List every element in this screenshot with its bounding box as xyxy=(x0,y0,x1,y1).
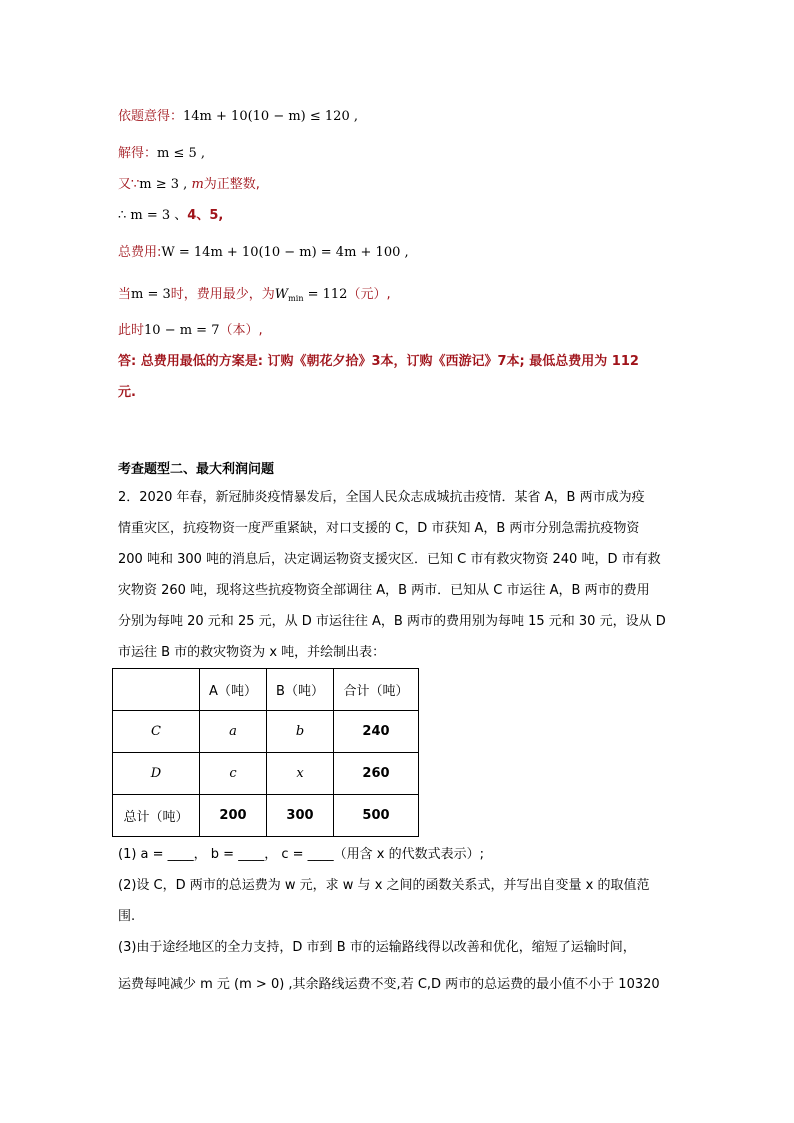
text: 为正整数, xyxy=(203,177,260,192)
solution-line-2 xyxy=(118,144,205,164)
section-heading: 考查题型二、最大利润问题 xyxy=(118,462,275,477)
answer-line-2: 元. xyxy=(118,385,136,400)
question-2-line-2: 围. xyxy=(118,909,136,924)
inequality-result: m ≤ 5 , xyxy=(157,146,206,161)
question-3-line-1: (3)由于途经地区的全力支持，D 市到 B 市的运输路线得以改善和优化，缩短了运输时间， xyxy=(118,940,636,955)
text: 又∵ xyxy=(118,177,140,192)
table-header-cell: 合计（吨） xyxy=(334,669,419,711)
solution-line-4 xyxy=(118,206,223,226)
values-red: 4、5, xyxy=(187,208,224,223)
unit: （元）, xyxy=(347,287,391,302)
text: 当 xyxy=(118,287,132,302)
solution-label: 解得： xyxy=(118,146,158,161)
m-value: m = 3 xyxy=(131,287,171,302)
table-cell: a xyxy=(200,711,267,753)
table-cell: x xyxy=(267,753,334,795)
table-row xyxy=(113,711,419,753)
table-cell: 总计（吨） xyxy=(113,795,200,837)
problem-line-4: 灾物资 260 吨，现将这些抗疫物资全部调往 A，B 两市．已知从 C 市运往 A，B 两市的费用 xyxy=(118,583,650,598)
subscript: min xyxy=(288,294,304,303)
solution-line-6 xyxy=(118,285,391,309)
solution-label: 总费用: xyxy=(118,245,162,260)
solution-line-7 xyxy=(118,321,263,341)
cost-function: W = 14m + 10(10 − m) = 4m + 100 , xyxy=(161,245,409,260)
problem-line-3: 200 吨和 300 吨的消息后，决定调运物资支援灾区．已知 C 市有救灾物资 240 吨，D 市有救 xyxy=(118,552,661,567)
text: 此时 xyxy=(118,323,145,338)
problem-line-2: 情重灾区，抗疫物资一度严重紧缺，对口支援的 C，D 市获知 A，B 两市分别急需抗疫物资 xyxy=(118,521,640,536)
table-row xyxy=(113,753,419,795)
table-header-row xyxy=(113,669,419,711)
solution-line-1 xyxy=(118,107,358,127)
inequality: 14m + 10(10 − m) ≤ 120 , xyxy=(183,109,358,124)
table-header-cell xyxy=(113,669,200,711)
solution-label: 依题意得： xyxy=(118,109,184,124)
table-cell: 260 xyxy=(334,753,419,795)
solution-line-3 xyxy=(118,175,260,195)
variable: m xyxy=(191,177,204,192)
count: 10 − m = 7 xyxy=(144,323,220,338)
question-2-line-1: (2)设 C，D 两市的总运费为 w 元，求 w 与 x 之间的函数关系式，并写出自变量 x 的取值范 xyxy=(118,878,650,893)
transport-table xyxy=(112,668,419,837)
solution-line-5 xyxy=(118,243,409,263)
condition: m ≥ 3 , xyxy=(139,177,188,192)
table-header-cell: A（吨） xyxy=(200,669,267,711)
problem-line-6: 市运往 B 市的救灾物资为 x 吨，并绘制出表： xyxy=(118,645,386,660)
question-1: (1) a = ____， b = ____， c = ____（用含 x 的代数式表示）; xyxy=(118,847,484,862)
table-cell: 300 xyxy=(267,795,334,837)
w-symbol: W xyxy=(274,287,289,302)
table-cell: c xyxy=(200,753,267,795)
answer-line-1: 答: 总费用最低的方案是: 订购《朝花夕拾》3本，订购《西游记》7本; 最低总费用为 112 xyxy=(118,354,639,369)
table-header-cell: B（吨） xyxy=(267,669,334,711)
problem-line-1: 2．2020 年春，新冠肺炎疫情暴发后，全国人民众志成城抗击疫情．某省 A，B 两市成为疫 xyxy=(118,490,645,505)
table-cell: 240 xyxy=(334,711,419,753)
min-value: = 112 xyxy=(307,287,348,302)
table-cell: D xyxy=(113,753,200,795)
question-3-line-2: 运费每吨减少 m 元 (m > 0) ,其余路线运费不变,若 C,D 两市的总运费的最小值不小于 10320 xyxy=(118,977,660,992)
table-cell: 500 xyxy=(334,795,419,837)
table-cell: 200 xyxy=(200,795,267,837)
table-cell: C xyxy=(113,711,200,753)
table-row xyxy=(113,795,419,837)
values: ∴ m = 3 、 xyxy=(118,208,188,223)
text: 时，费用最少，为 xyxy=(170,287,275,302)
table-cell: b xyxy=(267,711,334,753)
problem-line-5: 分别为每吨 20 元和 25 元，从 D 市运往往 A，B 两市的费用别为每吨 15 元和 30 元，设从 D xyxy=(118,614,666,629)
unit: （本）, xyxy=(219,323,263,338)
